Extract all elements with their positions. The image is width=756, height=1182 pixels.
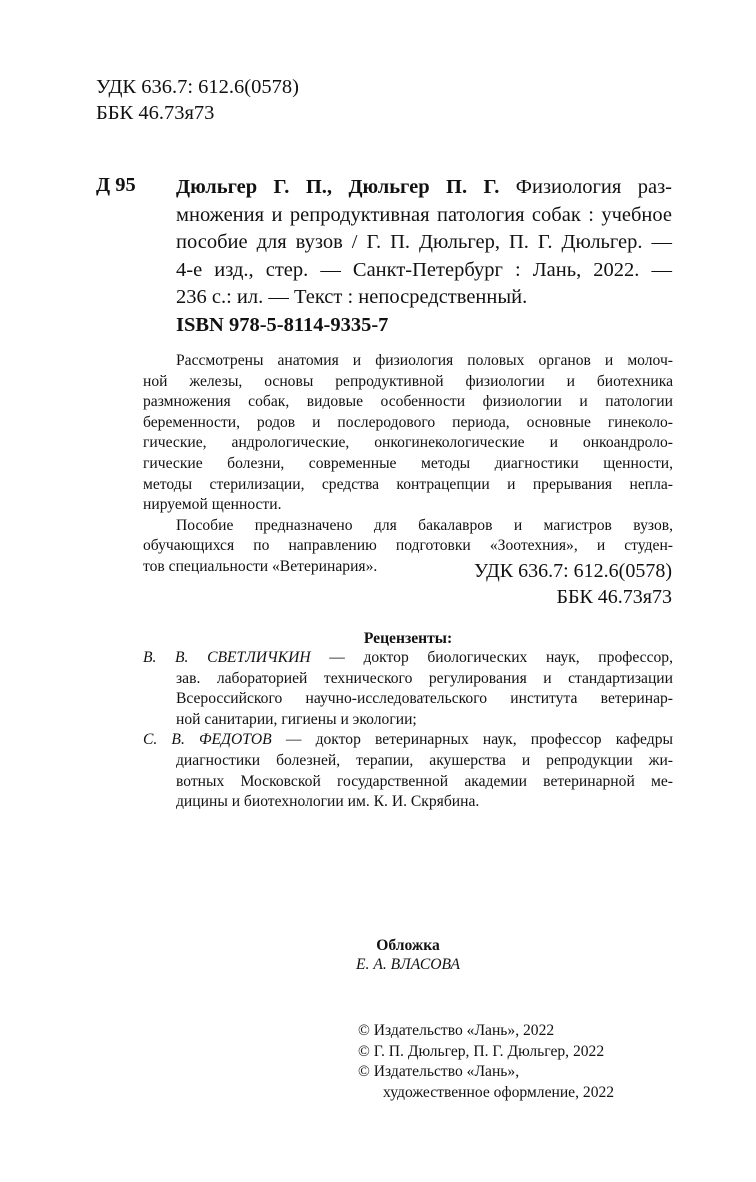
title-start: Физиология раз- [515,176,672,198]
copyright-block [358,1021,614,1103]
annotation-line: нируемой щенности. [143,496,282,514]
cover-designer: Е. А. ВЛАСОВА [356,956,460,973]
udk-code: УДК 636.7: 612.6(0578) [96,76,299,98]
author-mark: Д 95 [96,174,136,196]
annotation-line: обучающихся по направлению подготовки «Зоотехния», и студен- [143,537,673,555]
bbk-code-right: ББК 46.73я73 [556,586,672,608]
bib-line-1 [176,174,672,202]
reviewer-1-name: В. В. СВЕТЛИЧКИН [143,649,311,666]
cover-title: Обложка [376,937,440,954]
reviewer-1-line-1 [143,648,673,669]
bib-line-4: 4-е изд., стер. — Санкт-Петербург : Лань, 2022. — [176,258,672,281]
reviewer-2-line-3: вотных Московской государственной академии ветеринарной ме- [176,772,673,790]
reviewer-2-name: С. В. ФЕДОТОВ [143,731,272,749]
copyright-line: художественное оформление, 2022 [383,1083,615,1101]
annotation-line: Рассмотрены анатомия и физиология половых органов и молоч- [176,352,673,369]
reviewers-title: Рецензенты: [363,630,453,647]
reviewer-1-line-4: ной санитарии, гигиены и экологии; [176,710,417,728]
reviewer-2-line-2: диагностики болезней, терапии, акушерства и репродукции жи- [176,751,673,769]
bbk-code: ББК 46.73я73 [96,102,215,124]
bibliographic-record [176,174,672,312]
annotation-line: размножения собак, видовые особенности физиологии и патологии [143,393,673,411]
classification-block [96,74,299,126]
udk-code-right: УДК 636.7: 612.6(0578) [474,560,672,582]
annotation-line: гические болезни, современные методы диагностики щенности, [143,454,673,472]
bib-line-2: множения и репродуктивная патология собак : учебное [176,203,672,226]
annotation [143,351,673,578]
annotation-line: беременности, родов и послеродового периода, основные гинеколо- [143,413,673,431]
annotation-line: тов специальности «Ветеринария». [143,557,378,575]
authors: Дюльгер Г. П., Дюльгер П. Г. [176,176,500,198]
annotation-line: гические, андрологические, онкогинекологические и онкоандроло- [143,434,673,452]
isbn: ISBN 978-5-8114-9335-7 [176,314,389,336]
bib-line-3: пособие для вузов / Г. П. Дюльгер, П. Г. Дюльгер. — [176,231,672,253]
annotation-line: методы стерилизации, средства контрацепции и прерывания непла- [143,475,673,493]
annotation-line: ной железы, основы репродуктивной физиологии и биотехника [143,372,673,390]
reviewers-list [143,648,673,813]
reviewer-2-desc: — доктор ветеринарных наук, профессор кафедры [271,731,673,749]
reviewer-1-desc: — доктор биологических наук, профессор, [310,649,673,666]
reviewer-1-line-2: зав. лабораторией технического регулирования и стандартизации [176,669,673,687]
classification-codes-right [474,558,672,610]
copyright-line: © Г. П. Дюльгер, П. Г. Дюльгер, 2022 [358,1042,605,1060]
reviewer-1-line-3: Всероссийского научно-исследовательского института ветеринар- [176,690,673,708]
copyright-line: © Издательство «Лань», 2022 [358,1022,555,1039]
annotation-line: Пособие предназначено для бакалавров и магистров вузов, [176,516,673,534]
reviewer-2-line-4: дицины и биотехнологии им. К. И. Скрябина. [176,793,480,811]
copyright-line: © Издательство «Лань», [358,1063,520,1081]
bib-line-5: 236 с.: ил. — Текст : непосредственный. [176,286,528,308]
reviewer-2-line-1 [143,730,673,751]
